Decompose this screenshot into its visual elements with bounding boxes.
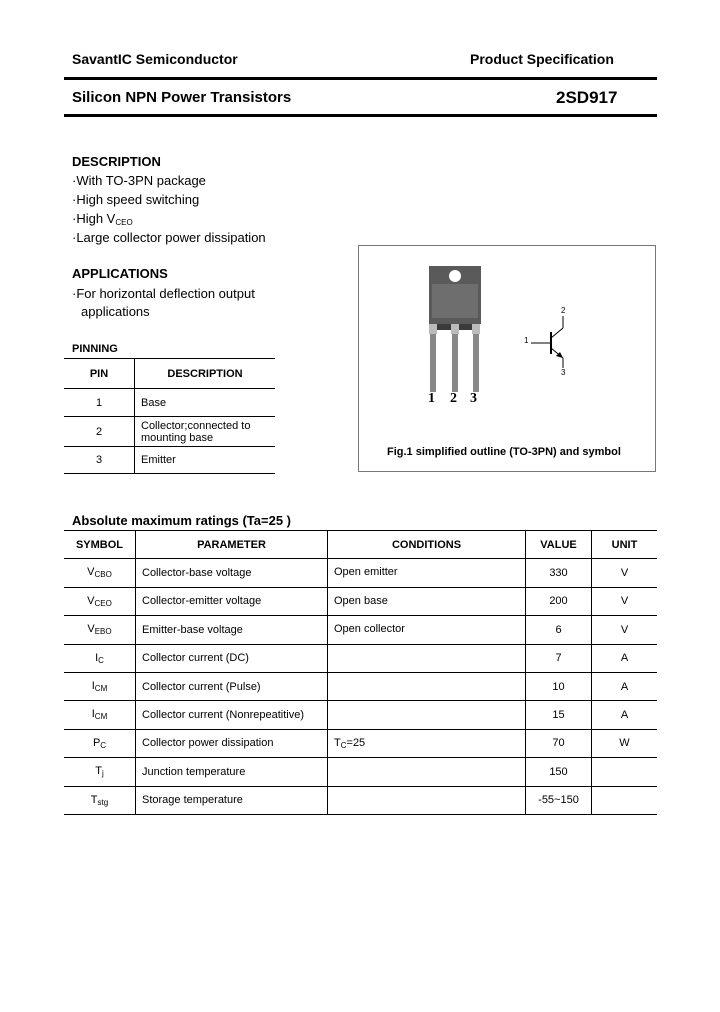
package-outline-drawing xyxy=(359,246,657,473)
header-rule-bottom xyxy=(64,114,657,117)
unit-cell: V xyxy=(592,587,658,616)
conditions-cell: Open base xyxy=(328,587,526,616)
doc-type: Product Specification xyxy=(470,51,614,67)
table-row xyxy=(64,673,657,701)
unit-cell: V xyxy=(592,559,658,588)
column-header: UNIT xyxy=(592,531,658,559)
symbol-label-emitter: 3 xyxy=(561,368,566,377)
column-header: VALUE xyxy=(526,531,592,559)
figure-box xyxy=(358,245,656,472)
column-header: DESCRIPTION xyxy=(135,359,276,389)
pin-description: Collector;connected to mounting base xyxy=(135,417,276,447)
ratings-title: Absolute maximum ratings (Ta=25 ) xyxy=(72,513,292,528)
value-cell: -55~150 xyxy=(526,786,592,815)
value-cell: 10 xyxy=(526,673,592,701)
pin-description: Base xyxy=(135,389,276,417)
conditions-cell xyxy=(328,701,526,730)
description-item: ·Large collector power dissipation xyxy=(72,230,266,245)
header-rule-top xyxy=(64,77,657,80)
value-cell: 15 xyxy=(526,701,592,730)
column-header: SYMBOL xyxy=(64,531,136,559)
conditions-cell xyxy=(328,644,526,673)
column-header: CONDITIONS xyxy=(328,531,526,559)
conditions-cell: $T_C=25$ xyxy=(328,729,526,758)
description-item: ·With TO-3PN package xyxy=(72,173,206,188)
description-title: DESCRIPTION xyxy=(72,154,161,169)
table-row xyxy=(64,389,275,417)
pinning-table xyxy=(64,358,275,474)
unit-cell: V xyxy=(592,616,658,645)
parameter-cell: Collector-emitter voltage xyxy=(136,587,328,616)
pin-label: 1 xyxy=(428,391,435,406)
table-row xyxy=(64,587,657,616)
parameter-cell: Collector current (Nonrepeatitive) xyxy=(136,701,328,730)
pin-number: 2 xyxy=(64,417,135,447)
pin-description: Emitter xyxy=(135,447,276,474)
table-row xyxy=(64,616,657,645)
figure-caption: Fig.1 simplified outline (TO-3PN) and symbol xyxy=(387,446,621,458)
pin-label: 3 xyxy=(470,391,477,406)
ratings-table xyxy=(64,530,657,815)
description-item: ·High speed switching xyxy=(72,192,200,207)
unit-cell: A xyxy=(592,701,658,730)
unit-cell xyxy=(592,758,658,787)
parameter-cell: Storage temperature xyxy=(136,786,328,815)
applications-line: applications xyxy=(81,304,150,319)
table-header-row xyxy=(64,531,657,559)
conditions-cell: Open emitter xyxy=(328,559,526,588)
company-name: SavantIC Semiconductor xyxy=(72,51,238,67)
parameter-cell: Collector current (DC) xyxy=(136,644,328,673)
value-cell: 150 xyxy=(526,758,592,787)
symbol-cell: $I_{CM}$ xyxy=(64,673,136,701)
column-header: PARAMETER xyxy=(136,531,328,559)
value-cell: 330 xyxy=(526,559,592,588)
pinning-title: PINNING xyxy=(72,343,118,355)
applications-line: ·For horizontal deflection output xyxy=(72,286,255,301)
conditions-cell xyxy=(328,758,526,787)
table-row xyxy=(64,701,657,730)
pin-label: 2 xyxy=(450,391,457,406)
symbol-cell: $V_{CEO}$ xyxy=(64,587,136,616)
lead-1 xyxy=(430,330,436,392)
table-row xyxy=(64,644,657,673)
table-row xyxy=(64,758,657,787)
column-header: PIN xyxy=(64,359,135,389)
value-cell: 70 xyxy=(526,729,592,758)
value-cell: 7 xyxy=(526,644,592,673)
parameter-cell: Emitter-base voltage xyxy=(136,616,328,645)
symbol-label-collector: 2 xyxy=(561,306,566,315)
conditions-cell xyxy=(328,786,526,815)
conditions-cell xyxy=(328,673,526,701)
product-line: Silicon NPN Power Transistors xyxy=(72,89,292,106)
table-row xyxy=(64,559,657,588)
symbol-cell: $I_{CM}$ xyxy=(64,701,136,730)
table-row xyxy=(64,729,657,758)
parameter-cell: Junction temperature xyxy=(136,758,328,787)
part-number: 2SD917 xyxy=(556,88,618,107)
parameter-cell: Collector current (Pulse) xyxy=(136,673,328,701)
pin-number: 3 xyxy=(64,447,135,474)
unit-cell xyxy=(592,786,658,815)
value-cell: 200 xyxy=(526,587,592,616)
symbol-cell: $P_C$ xyxy=(64,729,136,758)
parameter-cell: Collector-base voltage xyxy=(136,559,328,588)
lead-2 xyxy=(452,330,458,392)
symbol-cell: $I_C$ xyxy=(64,644,136,673)
unit-cell: W xyxy=(592,729,658,758)
table-row xyxy=(64,417,275,447)
unit-cell: A xyxy=(592,644,658,673)
symbol-cell: $V_{CBO}$ xyxy=(64,559,136,588)
symbol-label-base: 1 xyxy=(524,336,529,345)
symbol-cell: $V_{EBO}$ xyxy=(64,616,136,645)
symbol-cell: $T_{stg}$ xyxy=(64,786,136,815)
description-item: ·High $V_{CEO}$ xyxy=(72,211,133,227)
unit-cell: A xyxy=(592,673,658,701)
value-cell: 6 xyxy=(526,616,592,645)
symbol-cell: $T_j$ xyxy=(64,758,136,787)
table-row xyxy=(64,786,657,815)
applications-title: APPLICATIONS xyxy=(72,266,168,281)
conditions-cell: Open collector xyxy=(328,616,526,645)
table-row xyxy=(64,447,275,474)
parameter-cell: Collector power dissipation xyxy=(136,729,328,758)
mounting-hole xyxy=(449,270,461,282)
table-header-row xyxy=(64,359,275,389)
pin-number: 1 xyxy=(64,389,135,417)
lead-3 xyxy=(473,330,479,392)
